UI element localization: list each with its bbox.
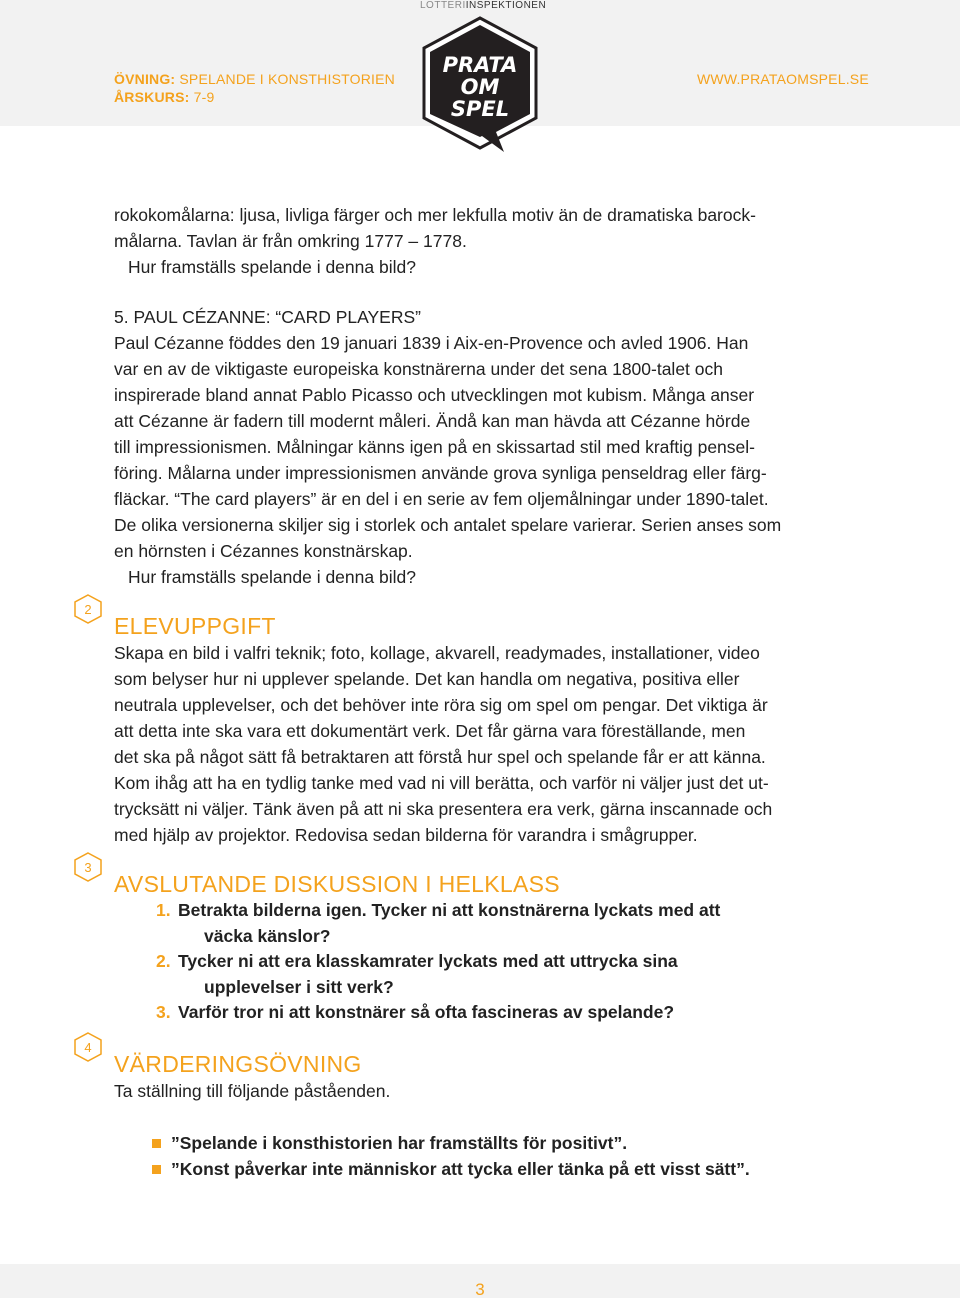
cezanne-heading: 5. PAUL CÉZANNE: “CARD PLAYERS” <box>114 307 421 327</box>
intro-line: rokokomålarna: ljusa, livliga färger och mer lekfulla motiv än de dramatiska barock- <box>114 205 756 225</box>
section-4-number: 4 <box>84 1040 92 1055</box>
list-item <box>156 1000 778 1026</box>
section-2-number: 2 <box>84 602 92 617</box>
section-4-intro: Ta ställning till följande påståenden. <box>114 1081 391 1101</box>
logo-text-1: PRATA <box>442 53 518 77</box>
question-text: Betrakta bilderna igen. Tycker ni att konstnärerna lyckats med att <box>178 900 721 920</box>
exercise-info <box>114 70 395 106</box>
section-2-line: med hjälp av projektor. Redovisa sedan bilderna för varandra i smågrupper. <box>114 825 698 845</box>
cezanne-line: De olika versionerna skiljer sig i storlek och antalet spelare varierar. Serien anses som <box>114 515 782 535</box>
section-2-line: Kom ihåg att ha en tydlig tanke med vad ni vill berätta, och varför ni väljer just det ut- <box>114 773 769 793</box>
list-item <box>152 1156 750 1182</box>
grade-label: ÅRSKURS: <box>114 89 190 105</box>
logo-text-3: SPEL <box>450 97 510 121</box>
statement-text: ”Spelande i konsthistorien har framställts för positivt”. <box>171 1133 628 1153</box>
intro-line: målarna. Tavlan är från omkring 1777 – 1778. <box>114 231 467 251</box>
question-text: Tycker ni att era klasskamrater lyckats med att uttrycka sina <box>178 951 678 971</box>
list-item <box>156 949 778 1000</box>
cezanne-line: var en av de viktigaste europeiska konstnärerna under det sena 1800-talet och <box>114 359 723 379</box>
lotteriinspektionen-brand <box>420 0 546 12</box>
logo-text-2: OM <box>460 75 500 99</box>
cezanne-line: inspirerade bland annat Pablo Picasso och utvecklingen mot kubism. Många anser <box>114 385 755 405</box>
cezanne-paragraph <box>114 304 781 590</box>
exercise-value: SPELANDE I KONSTHISTORIEN <box>179 71 395 87</box>
question-text: Varför tror ni att konstnärer så ofta fascineras av spelande? <box>178 1002 675 1022</box>
question-number: 3. <box>156 1002 171 1022</box>
section-2-badge <box>74 594 102 624</box>
exercise-label: ÖVNING: <box>114 71 176 87</box>
statement-text: ”Konst påverkar inte människor att tycka eller tänka på ett visst sätt”. <box>171 1159 750 1179</box>
brand-top-b: INSPEKTIONEN <box>465 0 547 11</box>
website-link[interactable]: WWW.PRATAOMSPEL.SE <box>697 71 869 87</box>
section-2-line: trycksätt ni väljer. Tänk även på att ni ska presentera era verk, gärna inscannade och <box>114 799 773 819</box>
cezanne-line: till impressionismen. Målningar känns igen på en skissartad stil med kraftig pensel- <box>114 437 755 457</box>
intro-question: Hur framställs spelande i denna bild? <box>128 257 416 277</box>
cezanne-line: Paul Cézanne föddes den 19 januari 1839 i Aix-en-Provence och avled 1906. Han <box>114 333 749 353</box>
question-text: väcka känslor? <box>204 925 331 946</box>
statements-list <box>152 1130 750 1182</box>
cezanne-line: en hörnsten i Cézannes konstnärskap. <box>114 541 413 561</box>
section-2-line: neutrala upplevelser, och det behöver inte röra sig om spel om pengar. Det viktiga är <box>114 695 768 715</box>
cezanne-line: fläckar. “The card players” är en del i en serie av fem oljemålningar under 1890-talet. <box>114 489 769 509</box>
section-2-line: att detta inte ska vara ett dokumentärt verk. Det får gärna vara föreställande, men <box>114 721 746 741</box>
question-number: 2. <box>156 951 171 971</box>
list-item <box>152 1130 750 1156</box>
section-2-line: Skapa en bild i valfri teknik; foto, kollage, akvarell, readymades, installationer, video <box>114 643 760 663</box>
prata-om-spel-logo <box>416 14 544 160</box>
section-3-badge <box>74 852 102 882</box>
section-3-title: AVSLUTANDE DISKUSSION I HELKLASS <box>114 871 560 897</box>
section-2-line: det ska på något sätt få betraktaren att förstå hur spel och spelande får er att känna. <box>114 747 766 767</box>
intro-paragraph <box>114 202 756 280</box>
question-text: upplevelser i sitt verk? <box>204 976 394 997</box>
cezanne-question: Hur framställs spelande i denna bild? <box>128 567 416 587</box>
section-3-number: 3 <box>84 860 92 875</box>
list-item <box>156 898 778 949</box>
cezanne-line: föring. Målarna under impressionismen använde grova synliga penseldrag eller färg- <box>114 463 767 483</box>
section-2-line: som belyser hur ni upplever spelande. Det kan handla om negativa, positiva eller <box>114 669 740 689</box>
discussion-questions <box>156 898 778 1026</box>
brand-top-a: LOTTERI <box>420 0 466 11</box>
section-2-paragraph <box>114 640 772 848</box>
grade-value: 7-9 <box>193 89 215 105</box>
section-4-badge <box>74 1032 102 1062</box>
page-number: 3 <box>475 1280 485 1298</box>
bullet-icon <box>152 1165 161 1174</box>
section-2-title: ELEVUPPGIFT <box>114 613 276 639</box>
bullet-icon <box>152 1139 161 1148</box>
cezanne-line: att Cézanne är fadern till modernt måleri. Ändå kan man hävda att Cézanne hörde <box>114 411 751 431</box>
question-number: 1. <box>156 900 171 920</box>
section-4-title: VÄRDERINGSÖVNING <box>114 1051 362 1077</box>
